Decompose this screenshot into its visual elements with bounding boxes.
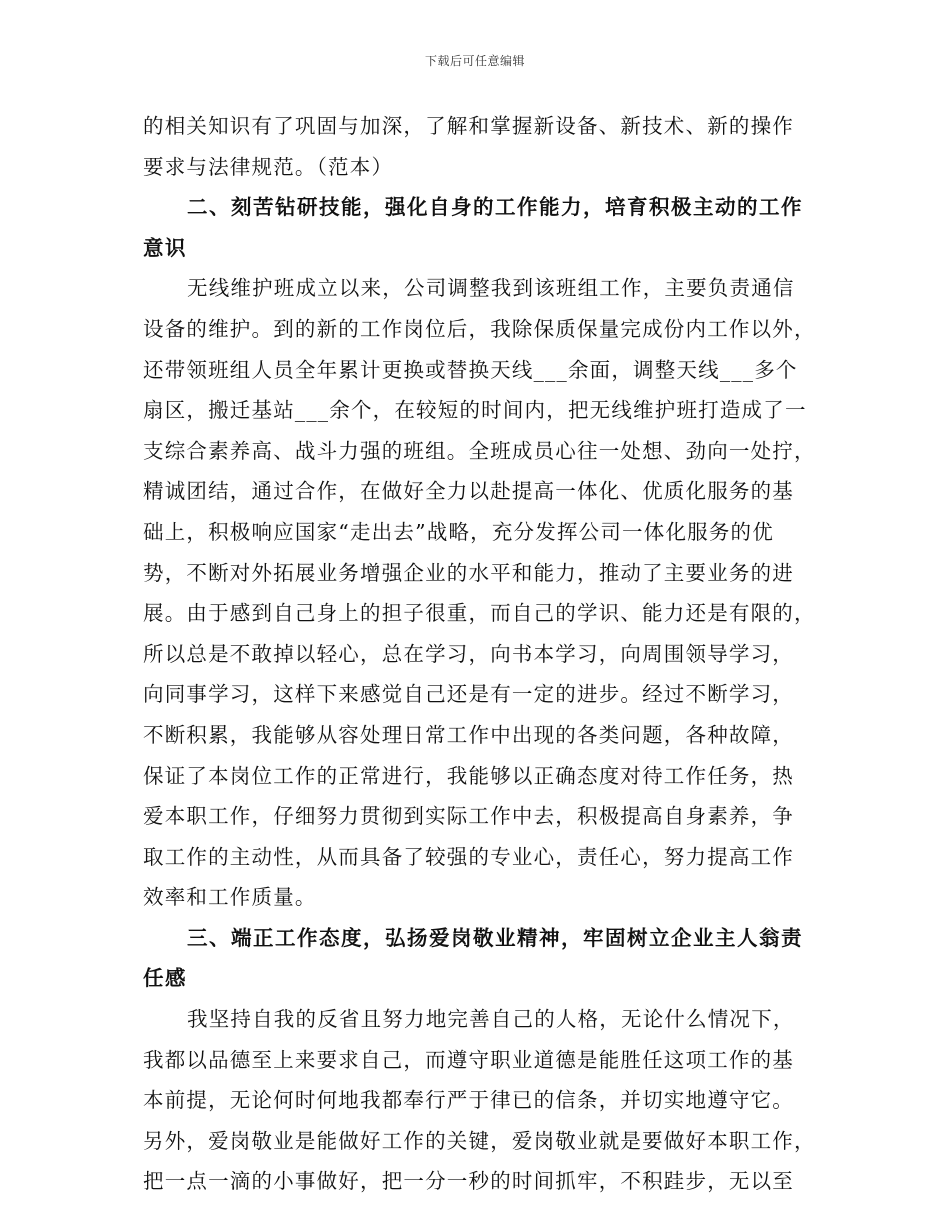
text-line: 支综合素养高、战斗力强的班组。全班成员心往一处想、劲向一处拧， [143,438,816,463]
text-line: 无线维护班成立以来，公司调整我到该班组工作，主要负责通信 [187,276,795,301]
page-header: 下载后可任意编辑 [424,54,525,68]
paragraph-self-reflection [143,999,823,1202]
heading-line: 三、端正工作态度，弘扬爱岗敬业精神，牢固树立企业主人翁责 [187,925,803,950]
section-heading-2 [143,187,823,268]
text-line: 扇区，搬迁基站___余个，在较短的时间内，把无线维护班打造成了一 [143,398,807,423]
text-line: 我坚持自我的反省且努力地完善自己的人格，无论什么情况下， [187,1007,795,1032]
text-line: 还带领班组人员全年累计更换或替换天线___余面，调整天线___多个 [143,357,798,382]
text-line: 爱本职工作，仔细努力贯彻到实际工作中去，积极提高自身素养，争 [143,804,794,829]
text-line: 取工作的主动性，从而具备了较强的专业心，责任心，努力提高工作 [143,844,794,869]
section-heading-3 [143,918,823,999]
text-line: 把一点一滴的小事做好，把一分一秒的时间抓牢，不积跬步，无以至 [143,1169,794,1194]
text-line: 所以总是不敢掉以轻心，总在学习，向书本学习，向周围领导学习， [143,641,794,666]
text-line: 精诚团结，通过合作，在做好全力以赴提高一体化、优质化服务的基 [143,479,794,504]
heading-line: 二、刻苦钻研技能，强化自身的工作能力，培育积极主动的工作 [187,195,803,220]
document-body [143,106,823,1202]
text-line: 效率和工作质量。 [143,885,317,910]
text-line: 展。由于感到自己身上的担子很重，而自己的学识、能力还是有限的， [143,601,816,626]
text-line: 本前提，无论何时何地我都奉行严于律已的信条，并切实地遵守它。 [143,1088,794,1113]
heading-line: 意识 [143,235,187,260]
text-line: 要求与法律规范。（范本） [143,154,394,179]
text-line: 设备的维护。到的新的工作岗位后，我除保质保量完成份内工作以外， [143,316,816,341]
text-line: 保证了本岗位工作的正常进行，我能够以正确态度对待工作任务，热 [143,763,794,788]
heading-line: 任感 [143,966,187,991]
text-line: 我都以品德至上来要求自己，而遵守职业道德是能胜任这项工作的基 [143,1047,794,1072]
text-line: 不断积累，我能够从容处理日常工作中出现的各类问题，各种故障， [143,722,794,747]
text-line: 的相关知识有了巩固与加深，了解和掌握新设备、新技术、新的操作 [143,114,794,138]
paragraph-wireless-team [143,268,823,918]
text-line: 另外，爱岗敬业是能做好工作的关键，爱岗敬业就是要做好本职工作， [143,1128,816,1153]
paragraph-continuation [143,106,823,187]
text-line: 础上，积极响应国家“走出去”战略，充分发挥公司一体化服务的优 [143,519,774,544]
text-line: 向同事学习，这样下来感觉自己还是有一定的进步。经过不断学习， [143,682,794,707]
text-line: 势，不断对外拓展业务增强企业的水平和能力，推动了主要业务的进 [143,560,794,585]
